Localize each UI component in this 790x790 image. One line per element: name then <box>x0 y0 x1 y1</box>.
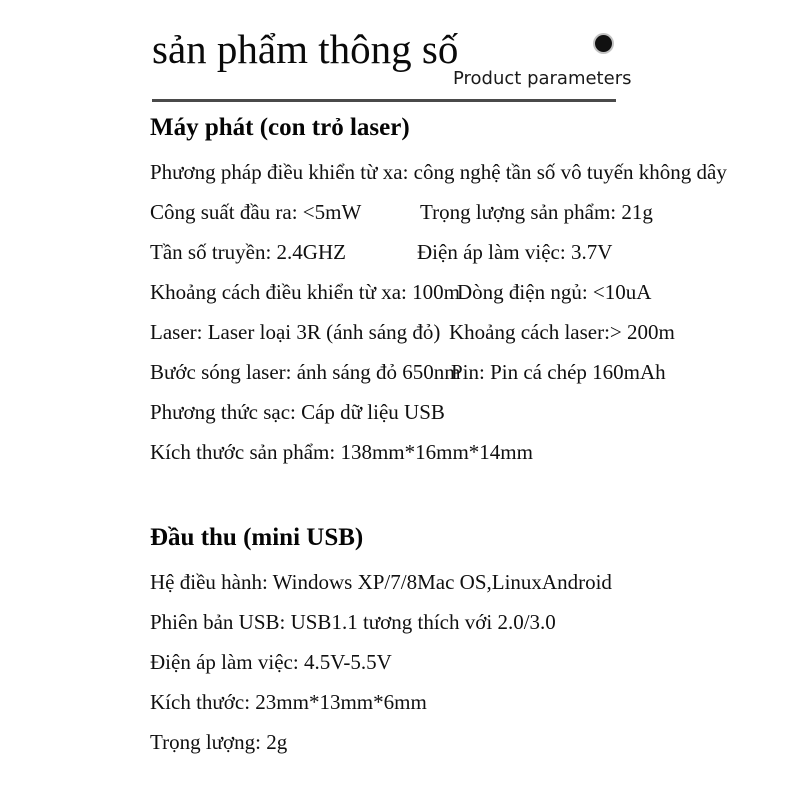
page-header <box>152 18 632 102</box>
spec-cell-left: Phương thức sạc: Cáp dữ liệu USB <box>150 400 445 424</box>
spec-row <box>0 312 790 352</box>
spec-cell-left: Kích thước sản phẩm: 138mm*16mm*14mm <box>150 440 533 464</box>
spec-row <box>0 232 790 272</box>
spec-content <box>0 108 790 762</box>
spec-row <box>0 642 790 682</box>
spec-cell-left: Phương pháp điều khiển từ xa: công nghệ tần số vô tuyến không dây <box>150 160 727 184</box>
spec-row <box>0 152 790 192</box>
spec-cell-left: Tần số truyền: 2.4GHZ <box>150 240 346 264</box>
spec-cell-left: Bước sóng laser: ánh sáng đỏ 650nm <box>150 360 461 384</box>
section-heading: Đầu thu (mini USB) <box>150 524 364 551</box>
spec-row <box>0 192 790 232</box>
spec-section <box>0 518 790 762</box>
section-heading: Máy phát (con trỏ laser) <box>150 114 410 141</box>
spec-cell-left: Laser: Laser loại 3R (ánh sáng đỏ) <box>150 320 441 344</box>
spec-row <box>0 602 790 642</box>
spec-cell-right: Pin: Pin cá chép 160mAh <box>451 360 666 384</box>
spec-cell-left: Phiên bản USB: USB1.1 tương thích với 2.0/3.0 <box>150 610 556 634</box>
header-divider <box>152 99 616 102</box>
page-subtitle: Product parameters <box>453 68 632 89</box>
spec-cell-right: Trọng lượng sản phẩm: 21g <box>420 200 653 224</box>
spec-cell-left: Hệ điều hành: Windows XP/7/8Mac OS,LinuxAndroid <box>150 570 612 594</box>
spec-cell-right: Dòng điện ngủ: <10uA <box>457 280 652 304</box>
spec-section <box>0 108 790 472</box>
spec-cell-left: Công suất đầu ra: <5mW <box>150 200 362 224</box>
spec-cell-left: Điện áp làm việc: 4.5V-5.5V <box>150 650 392 674</box>
spec-row <box>0 352 790 392</box>
spec-row <box>0 432 790 472</box>
title-row <box>152 18 632 92</box>
page-title: sản phẩm thông số <box>152 26 459 72</box>
spec-row <box>0 272 790 312</box>
spec-row <box>0 722 790 762</box>
spec-cell-left: Kích thước: 23mm*13mm*6mm <box>150 690 427 714</box>
bullet-dot-icon <box>595 35 612 52</box>
spec-row <box>0 682 790 722</box>
spec-row <box>0 562 790 602</box>
spec-cell-right: Khoảng cách laser:> 200m <box>449 320 675 344</box>
spec-cell-right: Điện áp làm việc: 3.7V <box>417 240 613 264</box>
spec-cell-left: Trọng lượng: 2g <box>150 730 288 754</box>
spec-row <box>0 392 790 432</box>
spec-cell-left: Khoảng cách điều khiển từ xa: 100m <box>150 280 460 304</box>
